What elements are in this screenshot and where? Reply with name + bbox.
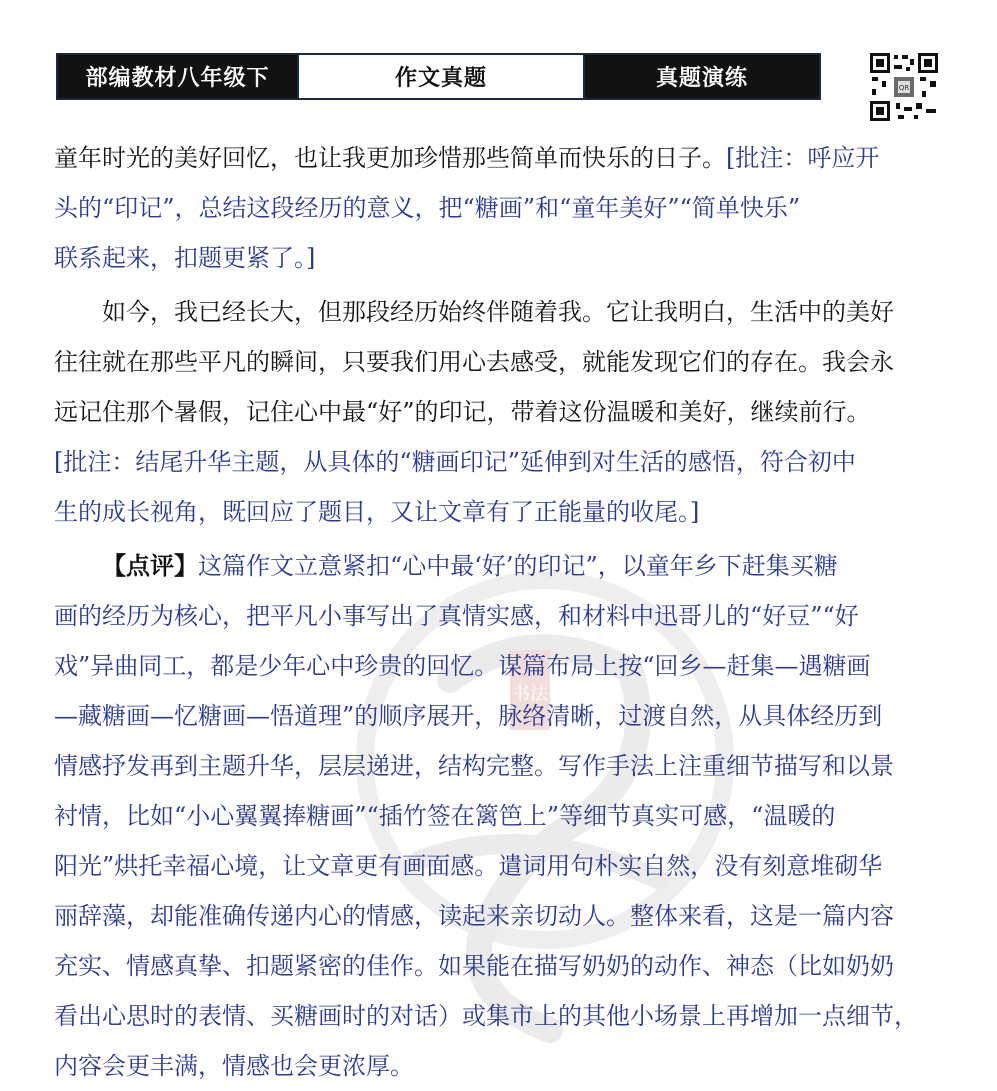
- review-tag: 【点评】: [102, 551, 198, 580]
- review-line: 阳光”烘托幸福心境，让文章更有画面感。遣词用句朴实自然，没有刻意堆砌华: [54, 852, 883, 880]
- review-line: 充实、情感真挚、扣题紧密的佳作。如果能在描写奶奶的动作、神态（比如奶奶: [54, 952, 894, 980]
- header-practice-label: 真题演练: [585, 55, 819, 98]
- paragraph-conclusion: [54, 287, 946, 537]
- annotation-comment: 联系起来，扣题更紧了。]: [54, 244, 316, 272]
- review-line: 画的经历为核心，把平凡小事写出了真情实感，和材料中迅哥儿的“好豆”“好: [54, 602, 859, 630]
- essay-line: 童年时光的美好回忆，也让我更加珍惜那些简单而快乐的日子。: [54, 144, 726, 172]
- header-grade-label: 部编教材八年级下: [58, 55, 297, 98]
- essay-content: [54, 133, 946, 1091]
- annotation-comment: [批注：呼应开: [726, 144, 880, 172]
- review-line: 戏”异曲同工，都是少年心中珍贵的回忆。谋篇布局上按“回乡—赶集—遇糖画: [54, 652, 871, 680]
- review-line: 情感抒发再到主题升华，层层递进，结构完整。写作手法上注重细节描写和以景: [54, 752, 894, 780]
- annotation-comment: 生的成长视角，既回应了题目，又让文章有了正能量的收尾。]: [54, 498, 700, 526]
- review-line: 丽辞藻，却能准确传递内心的情感，读起来亲切动人。整体来看，这是一篇内容: [54, 902, 894, 930]
- annotation-comment: [批注：结尾升华主题，从具体的“糖画印记”延伸到对生活的感悟，符合初中: [54, 448, 856, 476]
- qr-center-label: QR: [898, 84, 910, 92]
- essay-line: 如今，我已经长大，但那段经历始终伴随着我。它让我明白，生活中的美好: [102, 298, 894, 326]
- review-line: 衬情，比如“小心翼翼捧糖画”“插竹签在篱笆上”等细节真实可感，“温暖的: [54, 802, 836, 830]
- review-line: 看出心思时的表情、买糖画时的对话）或集市上的其他小场景上再增加一点细节，: [54, 1002, 918, 1030]
- essay-line: 远记住那个暑假，记住心中最“好”的印记，带着这份温暖和美好，继续前行。: [54, 398, 871, 426]
- qr-code-icon[interactable]: [868, 51, 940, 123]
- review-line: 内容会更丰满，情感也会更浓厚。: [54, 1052, 414, 1080]
- watermark-seal-text: 书法: [512, 684, 548, 705]
- header-banner: [56, 53, 821, 100]
- review-section: [54, 541, 946, 1091]
- paragraph-closing-reflection: [54, 133, 946, 283]
- header-section-title: 作文真题: [297, 55, 585, 98]
- review-line: —藏糖画—忆糖画—悟道理”的顺序展开，脉络清晰，过渡自然，从具体经历到: [54, 702, 883, 730]
- review-line: 这篇作文立意紧扣“心中最‘好’的印记”，以童年乡下赶集买糖: [198, 552, 838, 580]
- annotation-comment: 头的“印记”，总结这段经历的意义，把“糖画”和“童年美好”“简单快乐”: [54, 194, 801, 222]
- essay-line: 往往就在那些平凡的瞬间，只要我们用心去感受，就能发现它们的存在。我会永: [54, 348, 894, 376]
